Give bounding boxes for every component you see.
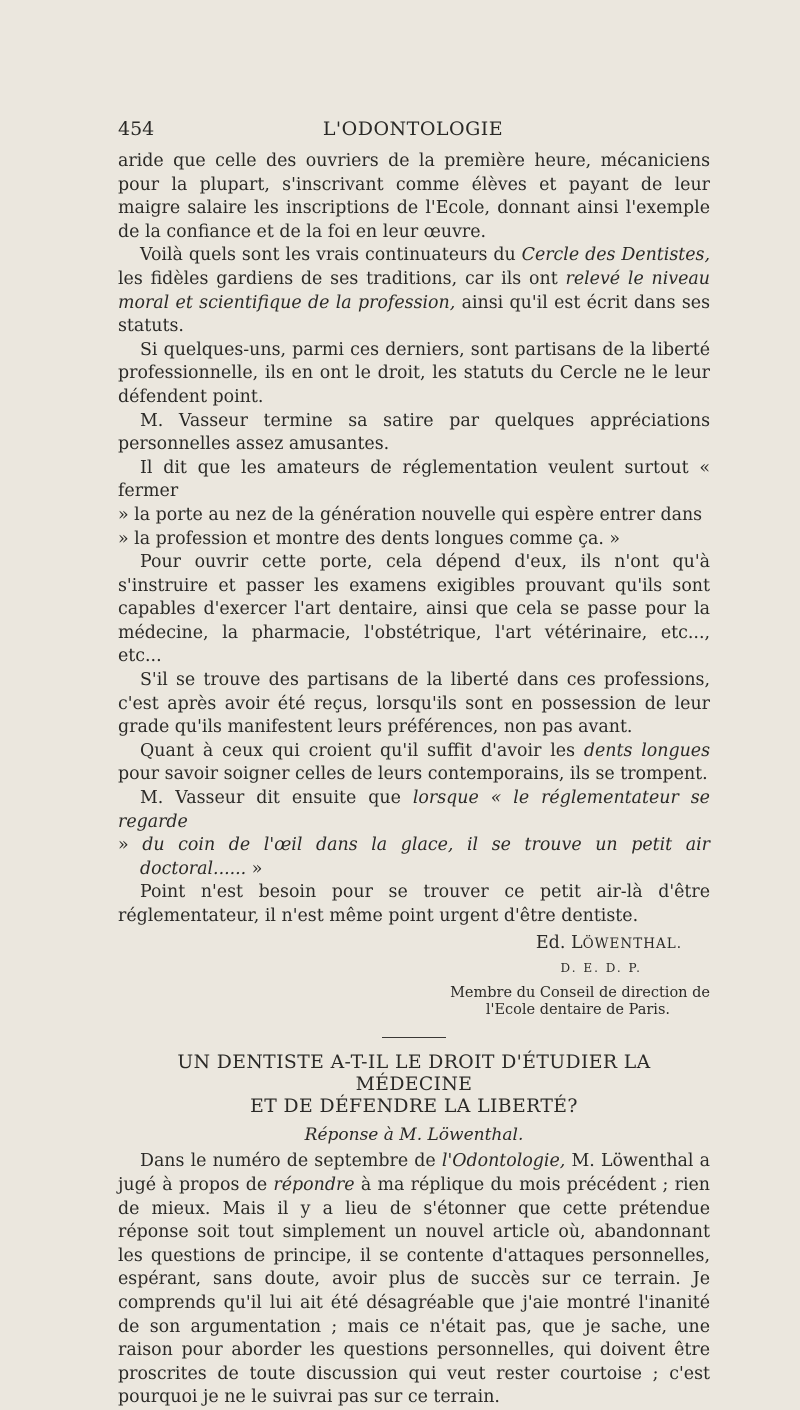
text-run: M. Löwenthal a jugé à propos de [118,1151,710,1195]
paragraph-vasseur-satire: M. Vasseur termine sa satire par quelques appréciations personnelles assez amusantes. [118,410,710,455]
text-run: » [118,835,143,856]
article-heading-line1: UN DENTISTE A-T-IL LE DROIT D'ÉTUDIER LA MÉDECINE [177,1051,651,1095]
italic-run: répondre [273,1174,355,1195]
paragraph-continuateurs [118,244,710,338]
italic-run: dents longues [583,740,710,761]
signature-block [118,932,710,1019]
paragraph-point-besoin: Point n'est besoin pour se trouver ce petit air-là d'être réglementateur, il n'est même point urgent d'être dentiste. [118,882,710,926]
italic-run: lorsque « le réglementateur se regarde [118,788,710,832]
signature-surname: ÖWENTHAL. [582,935,682,952]
italic-run: relevé le niveau moral et scientifique de la profession, [118,268,710,313]
text-run: Dans le numéro de septembre de [140,1151,442,1172]
signature-role-line2: l'Ecole dentaire de Paris. [485,1001,670,1018]
signature-role-line1: Membre du Conseil de direction de [450,984,710,1001]
paragraph-reglementateur [118,787,710,834]
article-paragraph [118,1150,710,1410]
text-run: M. Vasseur dit ensuite que [140,788,413,809]
page-number: 454 [118,118,155,140]
text-run: » [246,858,263,879]
text-run: pour savoir soigner celles de leurs contemporains, ils se trompent. [118,764,708,785]
paragraph-quote-start: Il dit que les amateurs de réglementation veulent surtout « fermer [118,457,710,502]
article-subheading: Réponse à M. Löwenthal. [304,1124,524,1145]
signature-initial: Ed. L [535,932,583,953]
paragraph-reglementateur-cont [118,834,710,881]
paragraph-quote-end: » la profession et montre des dents longues comme ça. » [118,528,621,549]
text-run: ainsi qu'il est écrit dans ses statuts. [118,292,710,337]
signature-degree: D. E. D. P. [560,961,642,976]
paragraph-dents-longues [118,740,710,787]
section-divider [382,1037,446,1038]
running-title: L'ODONTOLOGIE [322,118,504,140]
italic-run: l'Odontologie, [441,1151,566,1172]
paragraph-ouvrir-porte: Pour ouvrir cette porte, cela dépend d'eux, ils n'ont qu'à s'instruire et passer les examens exigibles prouvant qu'ils sont capables d'exercer l'art dentaire, ainsi que cela se passe pour la médecine, la pharmacie, l'obstétrique, l'art vétérinaire, etc..., etc... [118,552,710,667]
paragraph-liberte: Si quelques-uns, parmi ces derniers, sont partisans de la liberté professionnelle, ils en ont le droit, les statuts du Cercle ne le leur défendent point. [118,339,710,407]
paragraph-partisans: S'il se trouve des partisans de la liberté dans ces professions, c'est après avoir été reçus, lorsqu'ils sont en possession de leur grade qu'ils manifestent leurs préférences, non pas avant. [118,670,710,738]
text-run: Voilà quels sont les vrais continuateurs du [140,245,522,266]
text-run: à ma réplique du mois précédent ; rien de mieux. Mais il y a lieu de s'étonner que cette prétendue réponse soit tout simplement un nouvel article où, abandonnant les questions de principe, il se contente d'attaques personnelles, espérant, sans doute, avoir plus de succès sur ce terrain. Je comprends qu'il lui ait été désagréable que j'aie montré l'inanité de son argumentation ; mais ce n'était pas, que je sache, une raison pour aborder les questions personnelles, qui doivent être proscrites de toute discussion qui veut rester courtoise ; c'est pourquoi je ne le suivrai pas sur ce terrain. [118,1174,710,1408]
paragraph-quote-cont: » la porte au nez de la génération nouvelle qui espère entrer dans [118,504,703,525]
italic-run: Cercle des Dentistes, [521,245,710,266]
italic-run: du coin de l'œil dans la glace, il se trouve un petit air doctoral...... [140,835,710,879]
text-run: les fidèles gardiens de ses traditions, car ils ont [118,268,566,289]
page-header [118,118,708,144]
signature-name [118,932,710,957]
paragraph-continuation: aride que celle des ouvriers de la première heure, mécaniciens pour la plupart, s'inscrivant comme élèves et payant de leur maigre salaire les inscriptions de l'Ecole, donnant ainsi l'exemple de la confiance et de la foi en leur œuvre. [118,151,710,242]
article-heading-line2: ET DE DÉFENDRE LA LIBERTÉ? [250,1095,578,1117]
text-run: Quant à ceux qui croient qu'il suffit d'avoir les [140,740,584,761]
page-body [118,150,710,1410]
